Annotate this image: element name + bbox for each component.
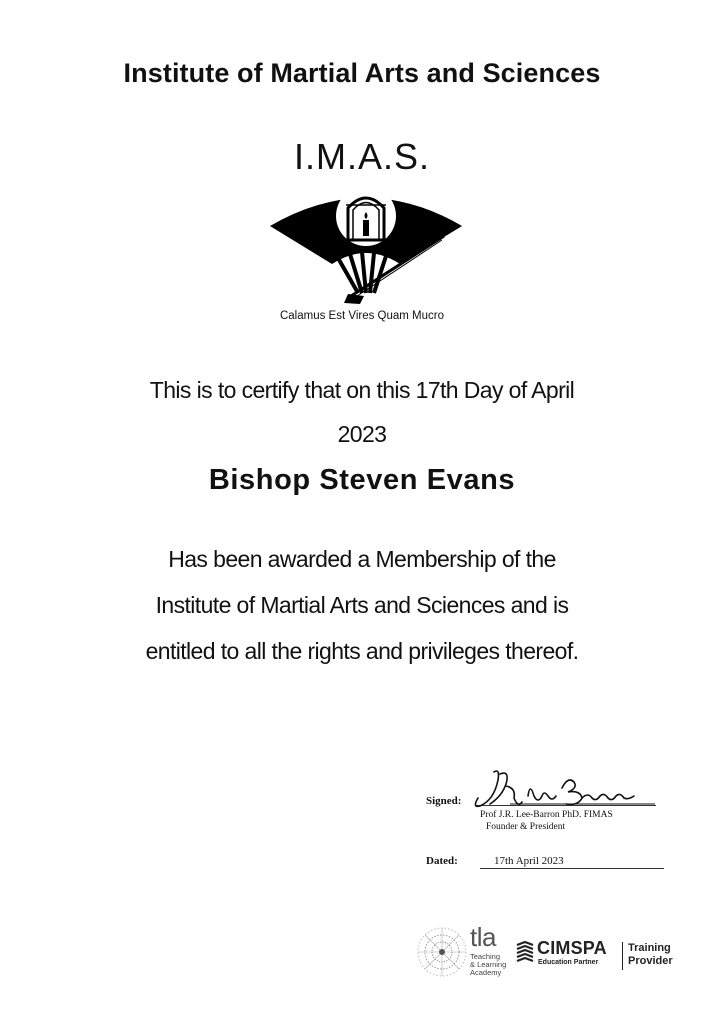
tla-abbrev: tla	[470, 922, 496, 952]
training-provider	[628, 942, 673, 968]
signer-role: Founder & President	[486, 822, 566, 832]
certify-statement	[0, 368, 724, 456]
fan-arch-icon	[268, 178, 464, 308]
tla-name	[470, 953, 506, 977]
cimspa-logo-icon	[515, 941, 535, 963]
tla-name-line-1: Teaching	[470, 952, 501, 961]
logo-text: I.M.A.S.	[293, 136, 431, 177]
institute-motto: Calamus Est Vires Quam Mucro	[279, 310, 445, 322]
award-line-2: Institute of Martial Arts and Sciences and is	[155, 592, 569, 618]
provider-line-1: Training	[628, 942, 671, 954]
cimspa-name: CIMSPA	[537, 938, 607, 958]
dated-value: 17th April 2023	[494, 855, 564, 867]
award-statement	[0, 536, 724, 674]
award-line-3: entitled to all the rights and privileges thereof.	[145, 638, 579, 664]
recipient-name: Bishop Steven Evans	[208, 464, 516, 496]
tla-name-line-2: & Learning	[470, 960, 507, 969]
dated-label: Dated:	[426, 855, 458, 867]
dated-line	[480, 868, 664, 869]
signed-label: Signed:	[426, 795, 462, 807]
cimspa-subtitle: Education Partner	[538, 959, 599, 966]
certify-line-1: This is to certify that on this 17th Day of April	[149, 377, 575, 403]
partner-divider	[622, 942, 623, 970]
certify-line-2: 2023	[337, 421, 387, 447]
award-line-1: Has been awarded a Membership of the	[168, 546, 556, 572]
institute-title: Institute of Martial Arts and Sciences	[123, 58, 601, 88]
tla-name-line-3: Academy	[470, 968, 502, 977]
tla-logo-icon	[416, 926, 468, 978]
signer-name: Prof J.R. Lee-Barron PhD. FIMAS	[480, 810, 613, 820]
provider-line-2: Provider	[628, 955, 673, 967]
